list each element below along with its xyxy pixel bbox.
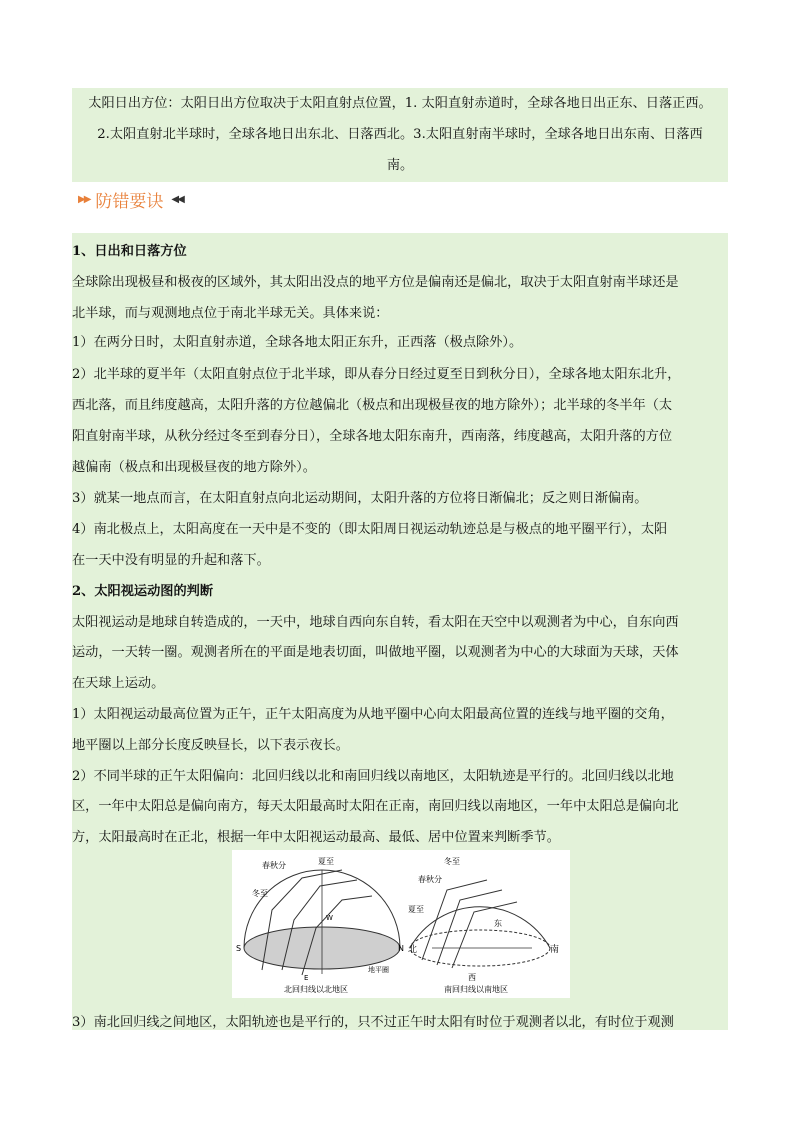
arrow-right-icon: ▶▶ (78, 193, 90, 205)
label-equinox: 春秋分 (262, 861, 286, 870)
subheading-sunrise-direction: 1、日出和日落方位 (72, 244, 187, 259)
body-line: 阳直射南半球，从秋分经过冬至到春分日），全球各地太阳东南升，西南落，纬度越高，太阳升落的方位 (72, 429, 673, 444)
section-heading-title: 防错要诀 (95, 191, 164, 212)
arrow-left-icon: ◀◀ (171, 193, 183, 205)
body-line-last: 3）南北回归线之间地区，太阳轨迹也是平行的，只不过正午时太阳有时位于观测者以北，有时位于观测 (72, 1015, 674, 1030)
south-hemisphere-diagram (408, 856, 559, 994)
body-line: 在天球上运动。 (72, 676, 165, 691)
body-line: 2）北半球的夏半年（太阳直射点位于北半球，即从春分日经过夏至日到秋分日），全球各地太阳东北升， (72, 367, 681, 382)
body-line: 北半球，而与观测地点位于南北半球无关。具体来说： (72, 306, 389, 321)
body-line: 越偏南（极点和出现极昼夜的地方除外）。 (72, 460, 316, 475)
caption-right: 南回归线以南地区 (444, 985, 508, 994)
north-hemisphere-diagram (236, 857, 404, 994)
intro-line-3: 南。 (386, 158, 414, 173)
label-horizon: 地平圈 (368, 966, 389, 974)
body-line: 3）就某一地点而言，在太阳直射点向北运动期间，太阳升落的方位将日渐偏北；反之则日渐偏南。 (72, 491, 648, 506)
body-line: 4）南北极点上，太阳高度在一天中是不变的（即太阳周日视运动轨迹总是与极点的地平圈平行），太阳 (72, 522, 668, 537)
body-line: 地平圈以上部分长度反映昼长，以下表示夜长。 (72, 738, 349, 753)
subheading-sun-path: 2、太阳视运动图的判断 (72, 584, 214, 599)
label-winter-solstice-r: 冬至 (444, 857, 460, 866)
caption-left: 北回归线以北地区 (284, 985, 348, 994)
label-e: E (304, 974, 309, 982)
body-line: 在一天中没有明显的升起和落下。 (72, 553, 270, 568)
label-east-r: 东 (494, 919, 502, 928)
label-equinox-r: 春秋分 (418, 875, 442, 884)
label-summer-solstice: 夏至 (318, 857, 334, 866)
label-s: S (236, 944, 242, 953)
label-w: W (326, 914, 333, 922)
body-line: 1）太阳视运动最高位置为正午，正午太阳高度为从地平圈中心向太阳最高位置的连线与地平圈的交角， (72, 707, 674, 722)
section-heading (78, 186, 183, 212)
label-summer-solstice-r: 夏至 (408, 905, 424, 914)
body-line: 区，一年中太阳总是偏向南方，每天太阳最高时太阳在正南，南回归线以南地区，一年中太阳总是偏向北 (72, 799, 679, 814)
label-south-r: 南 (550, 945, 560, 955)
body-line: 西北落，而且纬度越高，太阳升落的方位越偏北（极点和出现极昼夜的地方除外）；北半球的冬半年（太 (72, 398, 673, 413)
intro-box (72, 88, 728, 182)
body-line: 方，太阳最高时在正北，根据一年中太阳视运动最高、最低、居中位置来判断季节。 (72, 830, 560, 845)
label-n: N (398, 944, 404, 953)
label-west-r: 西 (468, 973, 476, 982)
label-north-r: 北 (408, 945, 418, 955)
body-line: 全球除出现极昼和极夜的区域外，其太阳出没点的地平方位是偏南还是偏北，取决于太阳直射南半球还是 (72, 275, 679, 290)
body-line: 2）不同半球的正午太阳偏向：北回归线以北和南回归线以南地区，太阳轨迹是平行的。北回归线以北地 (72, 769, 674, 784)
intro-line-2: 2.太阳直射北半球时，全球各地日出东北、日落西北。3.太阳直射南半球时，全球各地日出东南、日落西 (97, 127, 703, 142)
label-winter-solstice: 冬至 (252, 889, 268, 898)
body-line: 运动，一天转一圈。观测者所在的平面是地表切面，叫做地平圈，以观测者为中心的大球面为天球，天体 (72, 645, 679, 660)
sun-path-figure (232, 850, 570, 998)
body-line: 1）在两分日时，太阳直射赤道，全球各地太阳正东升，正西落（极点除外）。 (72, 335, 523, 350)
body-line: 太阳视运动是地球自转造成的，一天中，地球自西向东自转，看太阳在天空中以观测者为中心，自东向西 (72, 615, 679, 630)
intro-line-1: 太阳日出方位：太阳日出方位取决于太阳直射点位置，1. 太阳直射赤道时，全球各地日出正东、日落正西。 (88, 96, 712, 111)
